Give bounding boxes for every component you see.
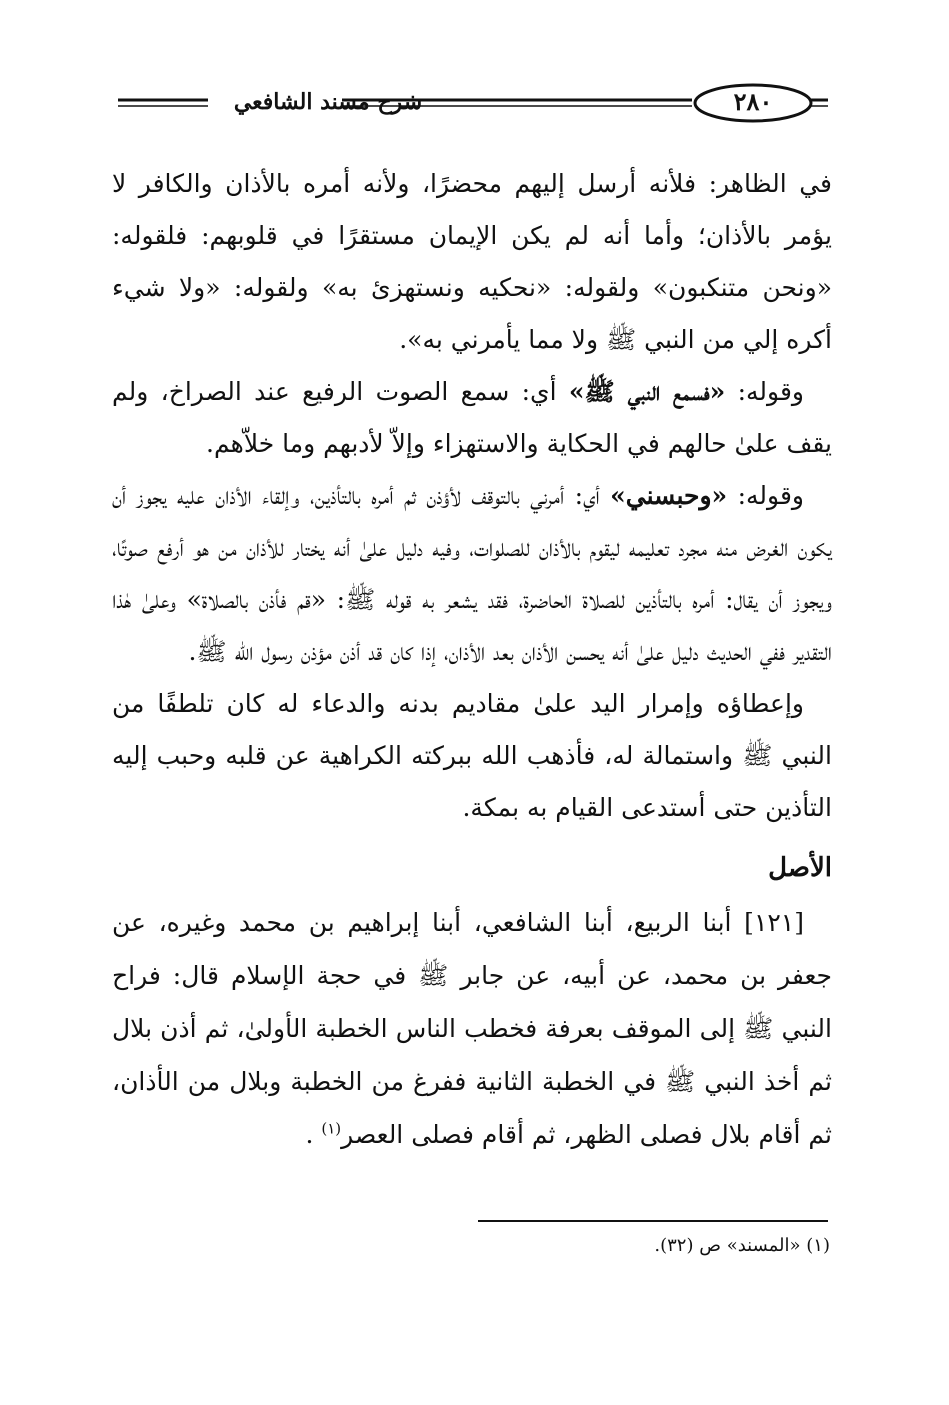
paragraph-2-quote: «فسمع النبي ﷺ» (568, 377, 726, 406)
running-title: شرح مسند الشافعي (233, 89, 423, 115)
paragraph-4: وإعطاؤه وإمرار اليد علىٰ مقاديم بدنه والدعاء له كان تلطفًا من النبي ﷺ واستمالة له، فأذهب الله ببركته الكراهية عن قلبه وحبب إليه التأذين حتى أستدعى القيام به بمكة. (112, 689, 832, 822)
commentary-body (112, 158, 832, 1161)
paragraph-2 (112, 366, 832, 470)
hadith-end: . (305, 1120, 322, 1149)
paragraph-2-rest: أي: سمع الصوت الرفيع عند الصراخ، ولم يقف علىٰ حالهم في الحكاية والاستهزاء وإلاّ لأدبهم وما خلاّهم. (112, 377, 832, 458)
page-header (110, 78, 830, 128)
paragraph-3-quote: «وحبسني» (610, 481, 728, 510)
paragraph-3-rest: أي: أمرني بالتوقف لأؤذن ثم أمره بالتأذين، وإلقاء الأذان عليه يجوز أن يكون الغرض منه مجرد تعليمه ليقوم بالأذان للصلوات، وفيه دليل علىٰ أنه يختار للأذان من هو أرفع صوتًا، ويجوز أن يقال: أمره بالتأذين للصلاة الحاضرة، فقد يشعر به قوله ﷺ: «قم فأذن بالصلاة» وعلىٰ هٰذا التقدير ففي الحديث دليل علىٰ أنه يحسن الأذان بعد الأذان، إذا كان قد أذن مؤذن رسول الله ﷺ. (112, 481, 832, 666)
paragraph-3-intro: وقوله: (727, 481, 804, 510)
paragraph-2-intro: وقوله: (725, 377, 804, 406)
footnote: (١) «المسند» ص (٣٢). (654, 1235, 830, 1256)
page-number: ٢٨٠ (733, 87, 773, 116)
hadith-text (112, 896, 832, 1161)
footnote-divider (478, 1220, 828, 1222)
footnote-reference[interactable]: (١) (321, 1119, 342, 1138)
hadith-body: [١٢١] أبنا الربيع، أبنا الشافعي، أبنا إبراهيم بن محمد وغيره، عن جعفر بن محمد، عن أبيه، عن جابر ﷺ في حجة الإسلام قال: فراح النبي ﷺ إلى الموقف بعرفة فخطب الناس الخطبة الأولىٰ، ثم أذن بلال ثم أخذ النبي ﷺ في الخطبة الثانية ففرغ من الخطبة وبلال من الأذان، ثم أقام بلال فصلى الظهر، ثم أقام فصلى العصر (112, 908, 832, 1149)
section-heading: الأصل (768, 853, 832, 883)
paragraph-1: في الظاهر: فلأنه أرسل إليهم محضرًا، ولأنه أمره بالأذان والكافر لا يؤمر بالأذان؛ وأما أنه لم يكن الإيمان مستقرًا في قلوبهم: فلقوله: «ونحن متنكبون» ولقوله: «نحكيه ونستهزئ به» ولقوله: «ولا شيء أكره إلي من النبي ﷺ ولا مما يأمرني به». (112, 169, 832, 354)
paragraph-3 (112, 470, 832, 678)
